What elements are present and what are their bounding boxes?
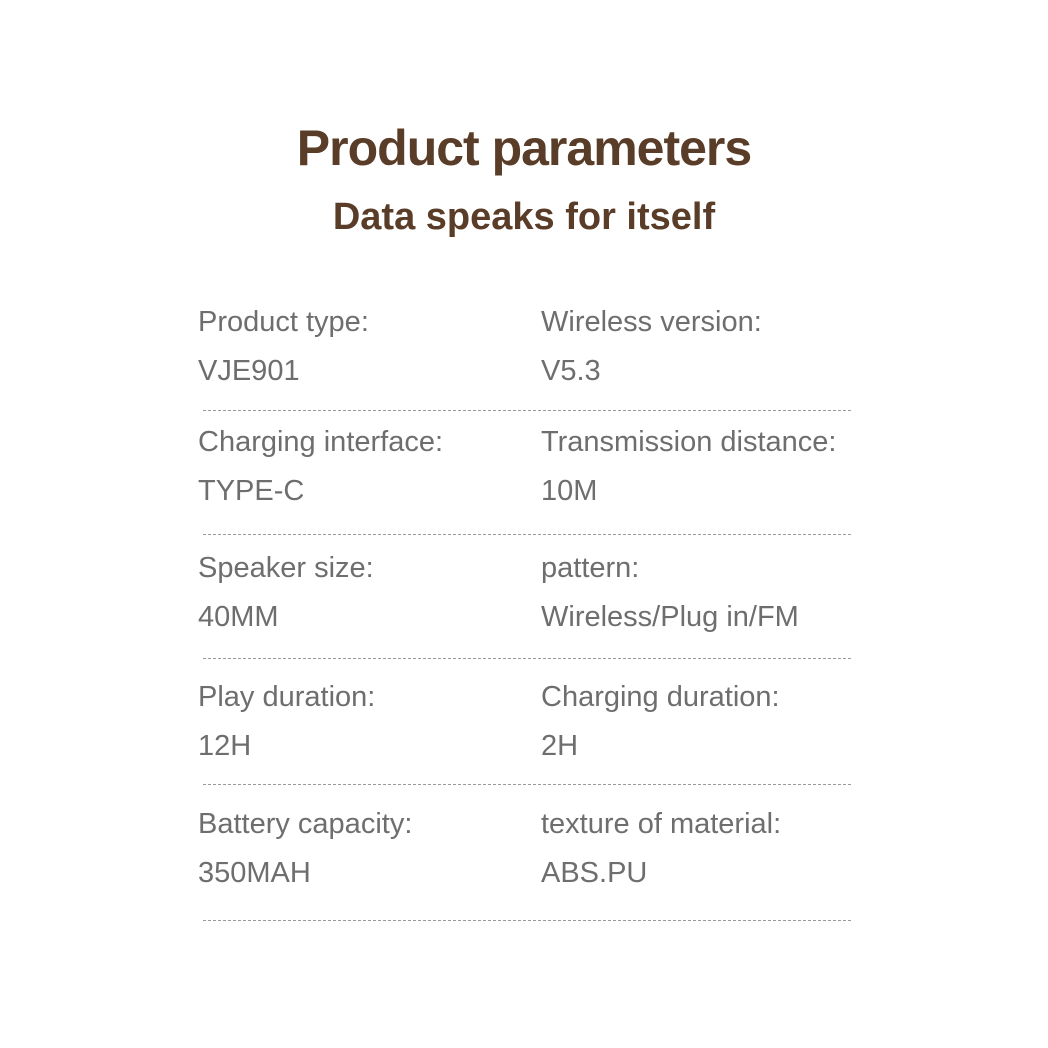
param-label: Battery capacity: <box>198 808 413 840</box>
param-value: V5.3 <box>541 355 601 387</box>
param-cell <box>198 806 528 891</box>
param-value: 40MM <box>198 601 279 633</box>
param-label: Product type: <box>198 306 369 338</box>
param-label: Speaker size: <box>198 552 374 584</box>
param-row <box>0 679 1048 809</box>
param-value: VJE901 <box>198 355 300 387</box>
row-divider <box>203 658 851 659</box>
param-value: Wireless/Plug in/FM <box>541 601 799 633</box>
param-label: Transmission distance: <box>541 426 837 458</box>
param-label: Charging duration: <box>541 681 780 713</box>
param-row <box>0 806 1048 936</box>
page-title: Product parameters <box>296 120 752 176</box>
param-cell <box>541 550 861 635</box>
param-value: ABS.PU <box>541 857 648 889</box>
row-divider <box>203 410 851 411</box>
param-label: texture of material: <box>541 808 782 840</box>
param-row <box>0 304 1048 434</box>
param-label: Play duration: <box>198 681 376 713</box>
row-divider <box>203 534 851 535</box>
param-value: 350MAH <box>198 857 311 889</box>
param-label: Charging interface: <box>198 426 444 458</box>
param-cell <box>198 304 528 389</box>
row-divider <box>203 920 851 921</box>
param-cell <box>541 679 861 764</box>
param-cell <box>198 550 528 635</box>
param-cell <box>541 304 861 389</box>
param-label: Wireless version: <box>541 306 762 338</box>
param-label: pattern: <box>541 552 640 584</box>
param-value: 10M <box>541 475 598 507</box>
param-cell <box>541 806 861 891</box>
param-value: 2H <box>541 730 579 762</box>
param-cell <box>198 424 528 509</box>
param-cell <box>541 424 861 509</box>
param-cell <box>198 679 528 764</box>
param-value: TYPE-C <box>198 475 305 507</box>
page-subtitle: Data speaks for itself <box>332 196 716 238</box>
param-value: 12H <box>198 730 252 762</box>
param-row <box>0 550 1048 680</box>
row-divider <box>203 784 851 785</box>
